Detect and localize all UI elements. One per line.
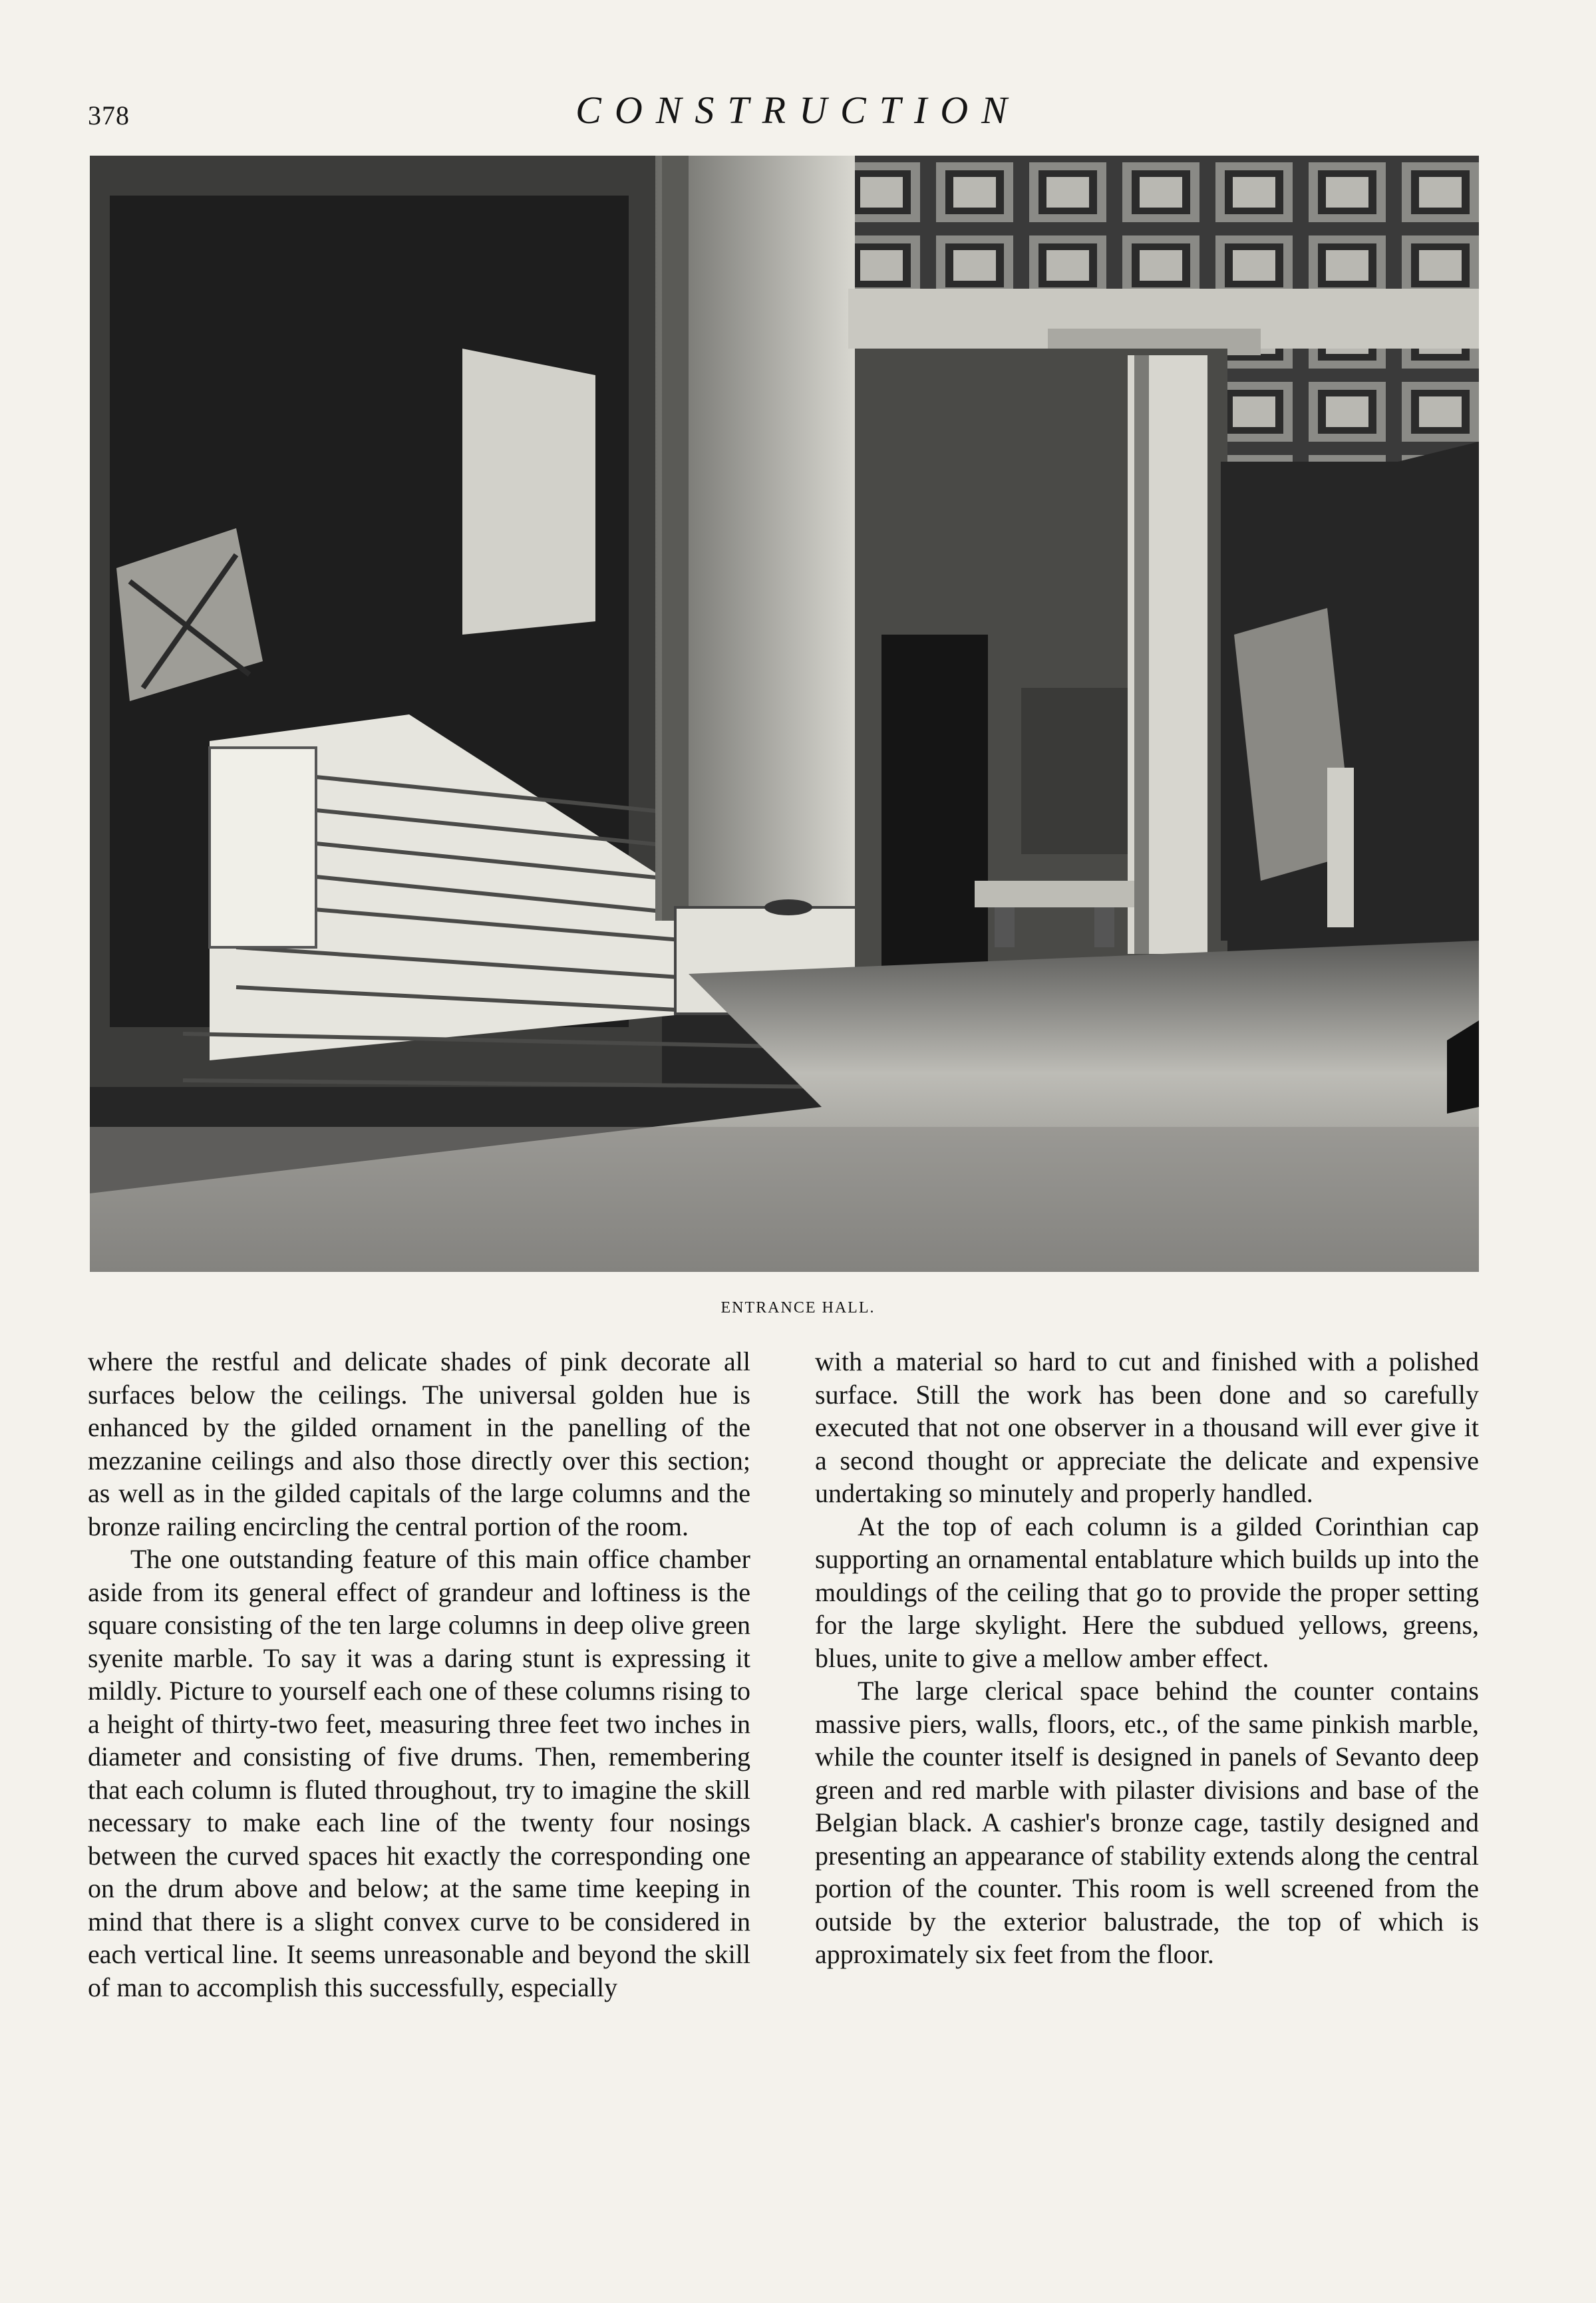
figure-caption: ENTRANCE HALL. <box>720 1299 876 1316</box>
page-number: 378 <box>88 100 130 130</box>
running-title: CONSTRUCTION <box>575 88 1021 132</box>
paragraph: where the restful and delicate shades of pink decorate all surfaces below the ceilings. The universal golden hue is enhanced by the gilded ornament in the panelling of the mezzanine ceilings and also those directly over this section; as well as in the gilded capitals of the large columns and the bronze railing encircling the central portion of the room. <box>88 1346 750 1541</box>
paragraph: At the top of each column is a gilded Corinthian cap supporting an ornamental entablature which builds up into the mouldings of the ceiling that go to provide the proper setting for the large skylight. Here the subdued yellows, greens, blues, unite to give a mellow amber effect. <box>815 1511 1479 1673</box>
paragraph: The large clerical space behind the counter contains massive piers, walls, floors, etc., of the same pinkish marble, while the counter itself is designed in panels of Sevanto deep green and red marble with pilaster divisions and base of the Belgian black. A cashier's bronze cage, tastily designed and presenting an appearance of stability extends along the central portion of the counter. This room is well screened from the outside by the exterior balustrade, the top of which is approximately six feet from the floor. <box>815 1676 1479 1969</box>
entrance-hall-photograph <box>90 156 1479 1272</box>
paragraph: with a material so hard to cut and finished with a polished surface. Still the work has been done and so carefully executed that not one observer in a thousand will ever give it a second thought or appreciate the delicate and expensive undertaking so minutely and properly handled. <box>815 1346 1479 1508</box>
left-text-column <box>88 1345 750 2004</box>
right-text-column <box>815 1345 1479 1971</box>
paragraph: The one outstanding feature of this main office chamber aside from its general effect of grandeur and loftiness is the square consisting of the ten large columns in deep olive green syenite marble. To say it was a daring stunt is expressing it mildly. Picture to yourself each one of these columns rising to a height of thirty-two feet, measuring three feet two inches in diameter and consisting of five drums. Then, remembering that each column is fluted throughout, try to imagine the skill necessary to make each line of the twenty four nosings between the curved spaces hit exactly the corresponding one on the drum above and below; at the same time keeping in mind that there is a slight convex curve to be considered in each vertical line. It seems unreasonable and beyond the skill of man to accomplish this successfully, especially <box>88 1544 750 2002</box>
